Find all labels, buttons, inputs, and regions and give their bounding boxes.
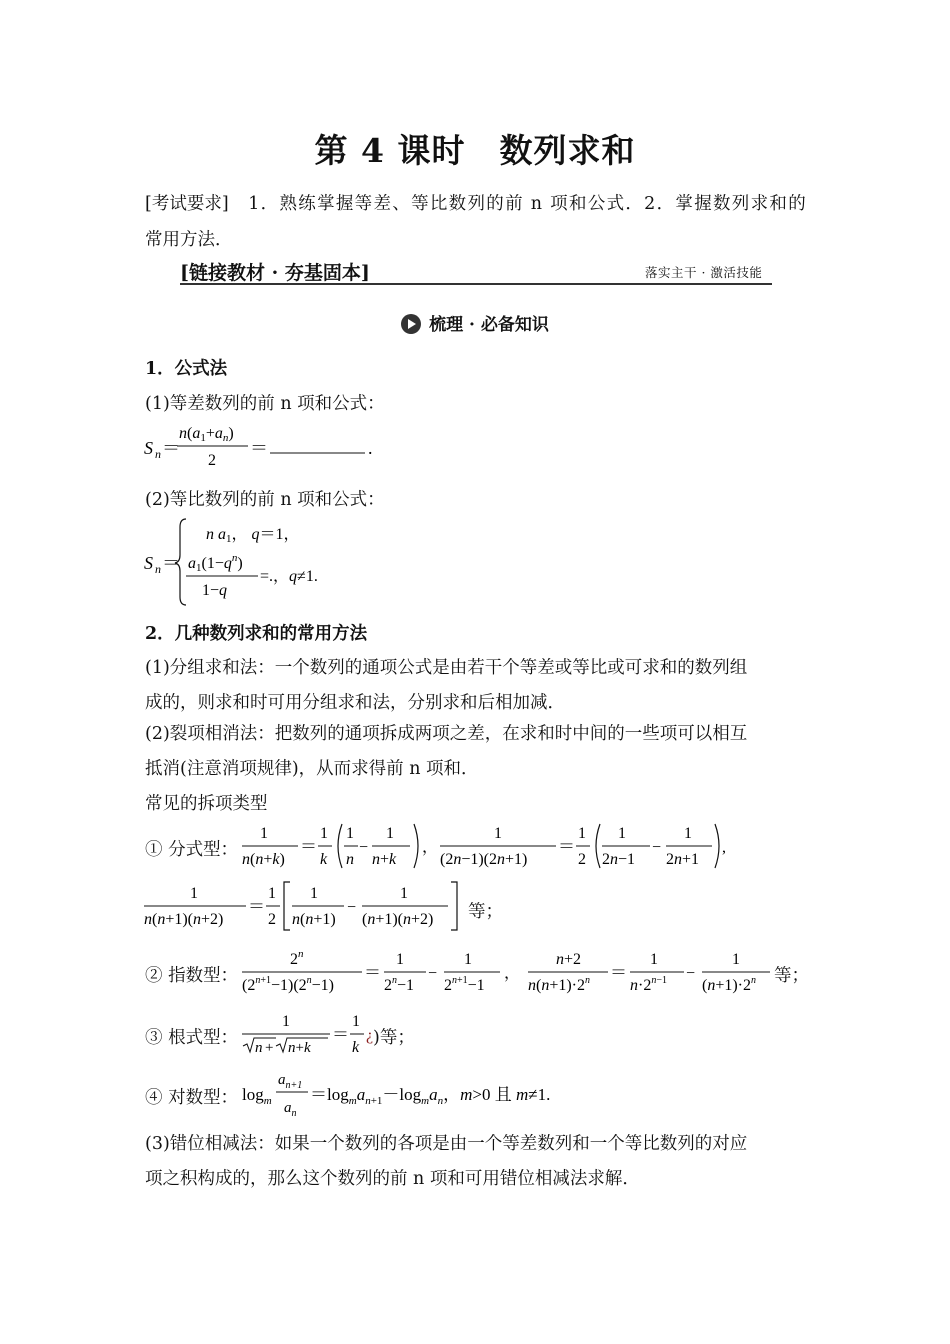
svg-text:−: − [347, 899, 357, 916]
s2-heading: 2．几种数列求和的常用方法 [145, 624, 368, 644]
formula-arith-sum [140, 420, 400, 476]
formula-fraction-type [238, 818, 738, 876]
s2-item-3-cont: 项之积构成的，那么这个数列的前 n 项和可用错位相减法求解． [145, 1169, 640, 1189]
type3-label: ③ 根式型： [145, 1028, 239, 1048]
svg-text:S: S [144, 438, 153, 458]
svg-text:1: 1 [400, 885, 408, 902]
svg-text:＝: ＝ [610, 963, 627, 982]
svg-text:＝logman+1－logman，m>0 且 m≠1.: $=\log_ma_{n+1}-\log_ma_n$，m>0 且 m≠1. [310, 1085, 551, 1107]
type3-end: )等； [373, 1028, 415, 1048]
svg-text:1: 1 [732, 951, 740, 968]
svg-text:−: − [428, 965, 438, 982]
svg-text:＝: ＝ [162, 553, 180, 573]
svg-text:＝: ＝ [558, 837, 575, 856]
svg-text:1: 1 [190, 885, 198, 902]
svg-text:1: 1 [352, 1013, 360, 1030]
s1-heading: 1．公式法 [145, 359, 228, 379]
svg-text:+: + [265, 1040, 274, 1056]
svg-text:n+2: n+2 [556, 951, 582, 968]
svg-text:n: n [346, 851, 354, 868]
svg-text:k: k [352, 1039, 360, 1056]
svg-text:1−q: 1−q [202, 582, 228, 599]
formula-exponent-type [238, 944, 778, 1002]
svg-text:k: k [320, 851, 328, 868]
svg-text:1: 1 [346, 825, 354, 842]
section-heading: 梳理 · 必备知识 [0, 310, 950, 335]
svg-text:(2n+1−1)(2n−1): $(2^{n+1}-1)(2^n-1)$ [242, 975, 335, 994]
type4-label: ④ 对数型： [145, 1088, 239, 1108]
type1-end: 等； [468, 902, 503, 922]
svg-text:＝: ＝ [364, 963, 381, 982]
svg-text:＝: ＝ [300, 837, 317, 856]
svg-text:n(a1+an): n(a1+an) [179, 425, 234, 444]
svg-text:＝: ＝ [162, 438, 180, 458]
svg-text:＝: ＝ [250, 438, 268, 458]
s2-item-2: (2)裂项相消法：把数列的通项拆成两项之差，在求和时中间的一些项可以相互 [145, 724, 748, 744]
requirement-text-cont: 常用方法． [145, 230, 233, 250]
svg-text:n: n [255, 1040, 263, 1056]
type2-label: ② 指数型： [145, 966, 239, 986]
svg-text:n+k: n+k [372, 851, 397, 868]
type1-label: ① 分式型： [145, 840, 239, 860]
svg-text:=.，q≠1.: =.，q≠1. [260, 568, 318, 585]
svg-text:n: n [155, 447, 161, 461]
banner-left: [链接教材 · 夯基固本] [180, 262, 370, 284]
svg-text:2n−1: $2^n-1$ [384, 975, 415, 994]
svg-text:1: 1 [386, 825, 394, 842]
banner-right: 落实主干 · 激活技能 [645, 265, 763, 280]
svg-text:n·2n−1: $n\cdot 2^{n-1}$ [630, 975, 667, 994]
s2-item-1: (1)分组求和法：一个数列的通项公式是由若干个等差或等比或可求和的数列组 [145, 658, 748, 678]
s2-item-2-cont: 抵消(注意消项规律)，从而求得前 n 项和． [145, 759, 479, 779]
svg-text:1: 1 [618, 825, 626, 842]
svg-text:2n: 2$^n$ [290, 948, 304, 968]
svg-text:1: 1 [650, 951, 658, 968]
svg-text:an+1: $a_{n+1}$ [278, 1072, 303, 1091]
svg-text:logm: $\log_m$ [242, 1085, 272, 1107]
svg-text:1: 1 [464, 951, 472, 968]
svg-text:1: 1 [320, 825, 328, 842]
svg-text:(n+1)·2n: $(n+1)\cdot 2^n$ [702, 975, 757, 994]
exam-requirement [145, 190, 807, 215]
svg-text:S: S [144, 553, 153, 573]
svg-text:(n+1)(n+2): (n+1)(n+2) [362, 911, 434, 928]
svg-text:1: 1 [396, 951, 404, 968]
svg-text:n+k: n+k [288, 1040, 311, 1056]
svg-text:1: 1 [578, 825, 586, 842]
svg-text:(2n−1)(2n+1): (2n−1)(2n+1) [440, 851, 528, 868]
play-icon [401, 314, 421, 334]
svg-text:n(n+1)·2n: $n(n+1)\cdot 2^n$ [528, 975, 591, 994]
svg-text:，: ， [422, 839, 439, 856]
formula-fraction-type-3terms [140, 878, 460, 936]
page-title: 第 4 课时 数列求和 [314, 131, 636, 170]
svg-text:−: − [359, 839, 369, 856]
svg-text:2: 2 [208, 452, 216, 469]
svg-text:，: ， [504, 965, 521, 982]
formula-geom-sum [140, 515, 400, 610]
s2-item-1-cont: 成的，则求和时可用分组求和法，分别求和后相加减． [145, 693, 565, 713]
svg-text:n(n+k): n(n+k) [242, 851, 285, 868]
formula-log-type [238, 1066, 598, 1124]
svg-text:n: n [155, 562, 161, 576]
type2-end: 等； [774, 966, 809, 986]
svg-text:2: 2 [578, 851, 586, 868]
banner-rule [180, 283, 772, 285]
svg-text:n(n+1): n(n+1) [292, 911, 336, 928]
s2-item-3: (3)错位相减法：如果一个数列的各项是由一个等差数列和一个等比数列的对应 [145, 1134, 748, 1154]
svg-text:−: − [686, 965, 696, 982]
svg-text:n a1， q＝1，: n a1， q＝1， [206, 526, 300, 545]
svg-text:2n+1: 2n+1 [666, 851, 700, 868]
svg-text:1: 1 [282, 1013, 290, 1030]
svg-text:1: 1 [494, 825, 502, 842]
svg-text:1: 1 [260, 825, 268, 842]
svg-text:.: . [368, 438, 373, 458]
svg-text:1: 1 [310, 885, 318, 902]
requirement-label: [考试要求] [145, 194, 229, 214]
svg-text:,: , [722, 839, 726, 856]
svg-text:＝: ＝ [332, 1025, 349, 1044]
svg-text:2n+1−1: $2^{n+1}-1$ [444, 975, 485, 994]
svg-text:n(n+1)(n+2): n(n+1)(n+2) [144, 911, 224, 928]
svg-text:a1(1−qn): $a1(1-q^n)$ [188, 552, 243, 574]
svg-text:2: 2 [268, 911, 276, 928]
svg-text:an: $a_n$ [284, 1100, 297, 1119]
requirement-text: 1．熟练掌握等差、等比数列的前 n 项和公式．2．掌握数列求和的 [248, 194, 807, 214]
svg-text:−: − [652, 839, 662, 856]
s1-item-2: (2)等比数列的前 n 项和公式： [145, 490, 385, 510]
svg-text:＝: ＝ [248, 897, 265, 916]
svg-text:2n−1: 2n−1 [602, 851, 636, 868]
split-types-heading: 常见的拆项类型 [145, 794, 268, 814]
svg-text:1: 1 [268, 885, 276, 902]
s1-item-1: (1)等差数列的前 n 项和公式： [145, 394, 385, 414]
svg-text:1: 1 [684, 825, 692, 842]
svg-text:¿: ¿ [366, 1027, 374, 1044]
